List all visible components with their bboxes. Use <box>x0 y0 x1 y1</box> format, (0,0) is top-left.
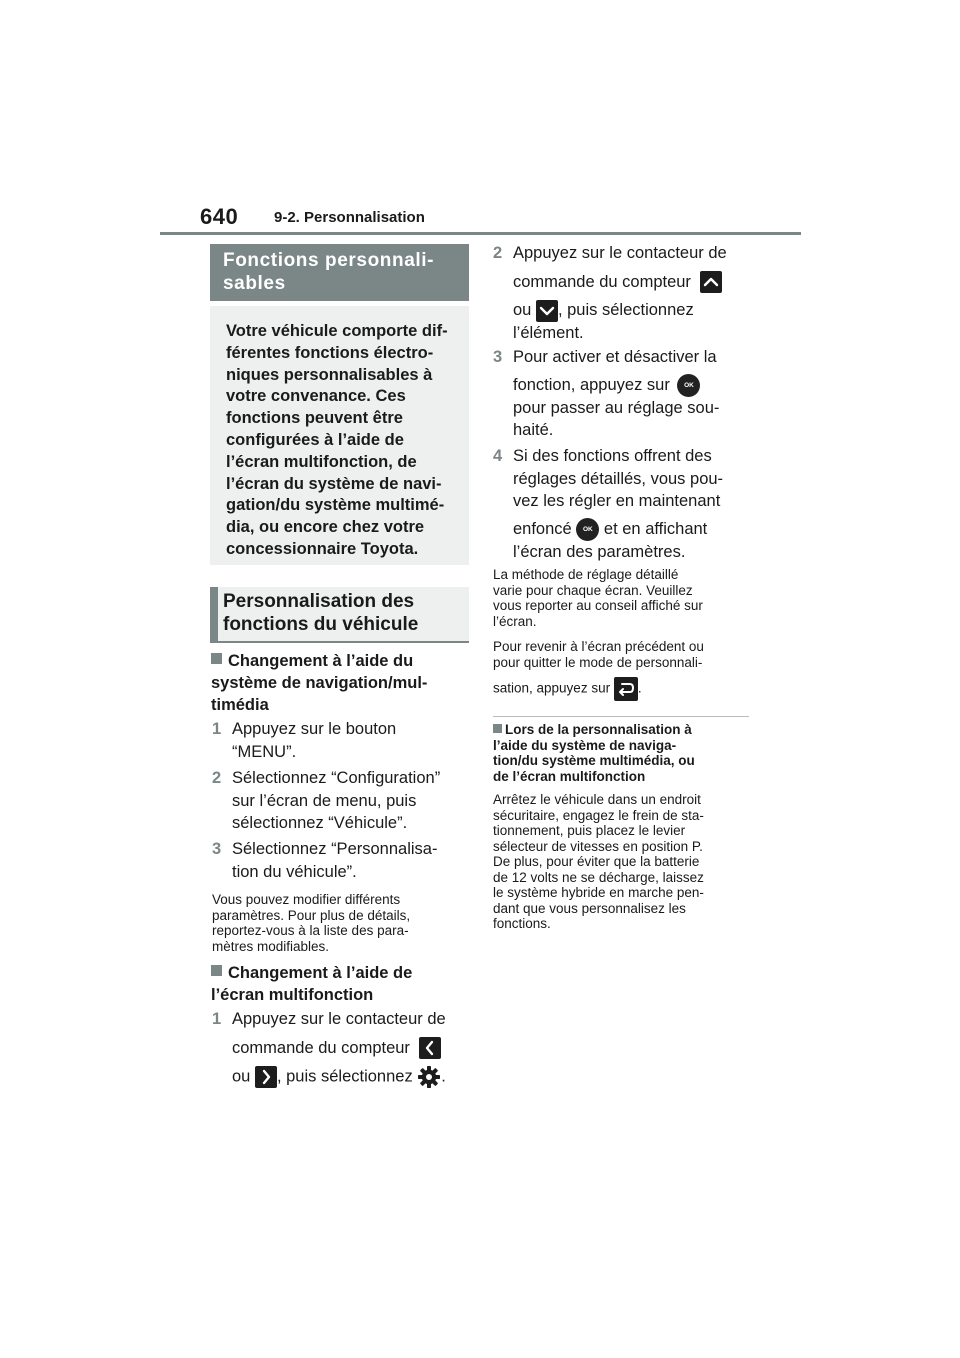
step-number: 4 <box>493 447 503 465</box>
step-line: l’élément. <box>513 323 584 342</box>
step-text: Appuyez sur le bouton “MENU”. <box>232 720 397 761</box>
step-line: et en affichant <box>603 519 708 538</box>
step-text <box>232 1008 474 1089</box>
note-detail: La méthode de réglage détaillé varie pour chaque écran. Veuillez vous reporter au conseil affiché sur l’écran. <box>493 567 703 629</box>
heading-multifonction <box>211 962 473 1006</box>
note-return: Pour revenir à l’écran précédent ou pour quitter le mode de personnali- <box>493 639 704 670</box>
step-text <box>513 346 755 442</box>
heading-caution <box>493 722 755 784</box>
square-bullet-icon <box>211 965 222 976</box>
heading-navigation-text: Changement à l’aide du système de navigation/mul- timédia <box>211 652 428 714</box>
box-title-fonctions: Fonctions personnali- sables <box>210 244 469 301</box>
sub-header-personnalisation: Personnalisation des fonctions du véhicule <box>210 587 469 643</box>
ok-button-icon: OK <box>576 518 599 541</box>
caution-body: Arrêtez le véhicule dans un endroit sécuritaire, engagez le frein de sta- tionnement, puis placez le levier sélecteur de vitesses en position P. De plus, pour éviter que la batterie de 12 volts ne se décharge, laissez le système hybride en marche pen- dant que vous personnalisez les fonctions. <box>493 792 704 931</box>
step-text: Sélectionnez “Configuration” sur l’écran de menu, puis sélectionnez “Véhicule”. <box>232 769 441 832</box>
step-line: , puis sélectionnez <box>557 301 694 320</box>
step-line: fonction, appuyez sur <box>513 375 670 394</box>
step-nav-3 <box>212 838 472 883</box>
step-line: pour passer au réglage sou- haité. <box>513 398 720 440</box>
step-number: 2 <box>493 244 503 262</box>
section-divider <box>493 716 749 717</box>
step-multi-1 <box>212 1008 474 1089</box>
step-text: Sélectionnez “Personnalisa- tion du véhicule”. <box>232 840 438 881</box>
step-line: . <box>441 1067 446 1086</box>
chevron-left-icon <box>419 1037 441 1059</box>
step-nav-1 <box>212 718 472 763</box>
heading-navigation <box>211 650 473 716</box>
step-multi-3 <box>493 346 755 442</box>
chevron-right-icon <box>255 1066 277 1088</box>
square-bullet-icon <box>493 724 502 733</box>
heading-caution-text: Lors de la personnalisation à l’aide du système de naviga- tion/du système multimédia, ou de l’écran multifonction <box>493 722 695 784</box>
note-line: sation, appuyez sur <box>493 680 611 696</box>
step-number: 1 <box>212 720 222 738</box>
step-text <box>513 445 755 563</box>
header-rule <box>160 232 801 235</box>
note-return-last <box>493 677 755 701</box>
step-line: commande du compteur <box>232 1038 410 1057</box>
note-line: . <box>637 680 642 696</box>
step-line: Appuyez sur le contacteur de <box>513 244 727 262</box>
gear-icon <box>417 1065 441 1089</box>
step-line: l’écran des paramètres. <box>513 542 686 561</box>
chevron-up-icon <box>700 271 722 293</box>
step-line: Appuyez sur le contacteur de <box>232 1010 446 1028</box>
step-text <box>513 242 755 344</box>
step-line: ou <box>513 301 532 320</box>
step-line: Si des fonctions offrent des réglages détaillés, vous pou- vez les régler en maintenant <box>513 447 724 510</box>
step-multi-4 <box>493 445 755 563</box>
step-line: , puis sélectionnez <box>276 1067 413 1086</box>
box-body-fonctions: Votre véhicule comporte dif- férentes fonctions électro- niques personnalisables à votre convenance. Ces fonctions peuvent être configurées à l’aide de l’écran multifonction, de l’écran du système de navi- gation/du système multimé- dia, ou encore chez votre concessionnaire Toyota. <box>210 306 469 565</box>
chevron-down-icon <box>536 300 558 322</box>
page-number: 640 <box>200 204 239 229</box>
step-multi-2 <box>493 242 755 344</box>
note-navigation: Vous pouvez modifier différents paramètres. Pour plus de détails, reportez-vous à la liste des para- mètres modifiables. <box>212 892 411 954</box>
step-number: 3 <box>493 348 503 366</box>
step-line: commande du compteur <box>513 272 691 291</box>
section-title: 9-2. Personnalisation <box>274 209 425 226</box>
back-arrow-icon <box>614 677 638 701</box>
square-bullet-icon <box>211 653 222 664</box>
step-line: enfoncé <box>513 519 572 538</box>
step-nav-2 <box>212 767 472 835</box>
step-number: 3 <box>212 840 222 858</box>
step-line: ou <box>232 1067 251 1086</box>
step-number: 2 <box>212 769 222 787</box>
step-number: 1 <box>212 1010 222 1028</box>
heading-multifonction-text: Changement à l’aide de l’écran multifonction <box>211 964 413 1004</box>
ok-button-icon: OK <box>677 374 700 397</box>
step-line: Pour activer et désactiver la <box>513 348 717 366</box>
